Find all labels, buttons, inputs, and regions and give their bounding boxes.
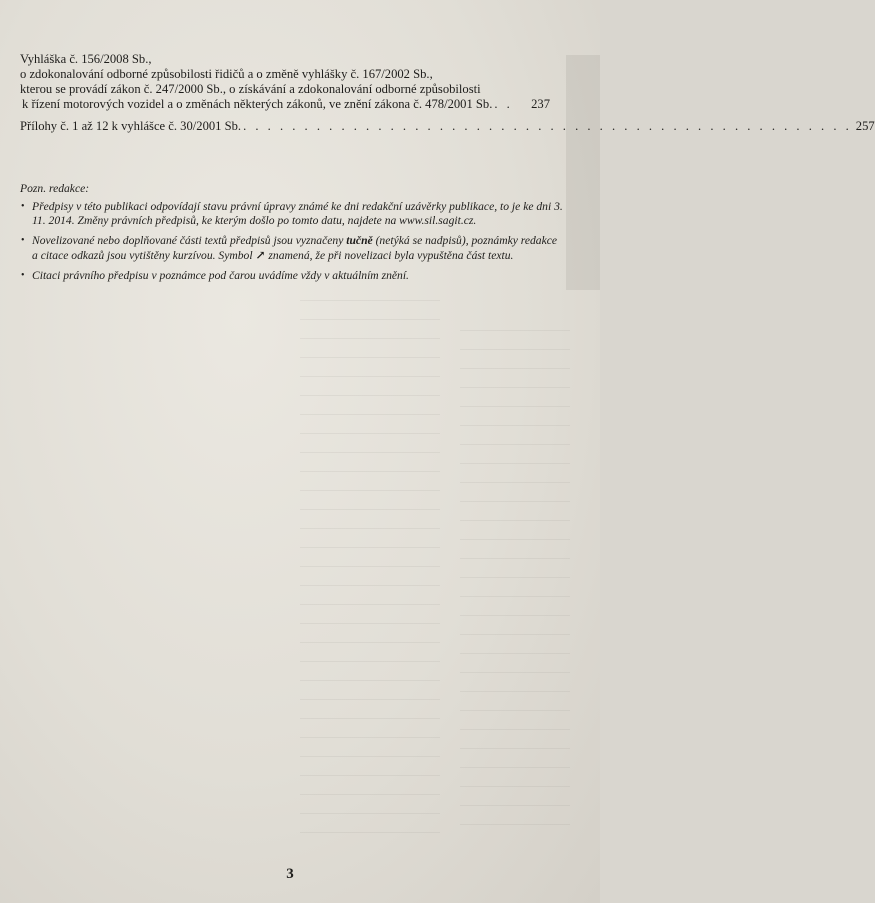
note-item — [20, 200, 565, 228]
note-bold-word: tučně — [346, 234, 373, 247]
toc-entry-text: Přílohy č. 1 až 12 k vyhlášce č. 30/2001 Sb. — [20, 119, 242, 133]
bleed-through-lines — [460, 330, 570, 830]
bullet-icon: • — [21, 201, 25, 212]
editorial-notes — [20, 182, 565, 289]
toc-entry-description: o zdokonalování odborné způsobilosti řidičů a o změně vyhlášky č. 167/2002 Sb., — [20, 67, 433, 81]
note-item — [20, 269, 565, 283]
page-edge-shadow — [566, 55, 600, 290]
table-of-contents — [20, 52, 875, 134]
toc-page-number: 237 — [531, 97, 550, 111]
dot-leader: . . — [494, 97, 513, 111]
toc-entry-vyhlaska-156-2008 — [20, 52, 550, 112]
note-item — [20, 234, 565, 263]
notes-title: Pozn. redakce: — [20, 182, 90, 195]
toc-entry-description: kterou se provádí zákon č. 247/2000 Sb., o získávání a zdokonalování odborné způsobilosti — [20, 82, 481, 96]
toc-entry-text: k řízení motorových vozidel a o změnách některých zákonů, ve znění zákona č. 478/2001 Sb. — [22, 97, 493, 111]
toc-entry-description-last — [20, 97, 550, 112]
dot-leader: . . . . . . . . . . . . . . . . . . . . . . . . . . . . . . . . . . . . . . . . . . . . . . . . . . — [243, 119, 852, 133]
toc-entry-prilohy — [20, 119, 875, 134]
bleed-through-lines — [300, 300, 440, 840]
page-number: 3 — [286, 866, 294, 882]
note-text: znamená, že při novelizaci byla vypuštěna část textu. — [265, 249, 514, 262]
note-text: Předpisy v této publikaci odpovídají stavu právní úpravy známé ke dni redakční uzávěrky publikace, to je ke dni 3. 11. 2014. Změny právních předpisů, ke kterým došlo po tomto datu, najdete na www.sil.sagit.cz. — [32, 200, 563, 227]
note-text: Novelizované nebo doplňované části textů předpisů jsou vyznačeny — [32, 234, 347, 247]
toc-entry-line — [20, 119, 875, 134]
note-text: Citaci právního předpisu v poznámce pod čarou uvádíme vždy v aktuálním znění. — [32, 269, 409, 282]
note-text: (netýká se nadpisů), poznámky redakce a citace odkazů jsou vytištěny kurzívou. Symbol — [32, 234, 558, 262]
toc-entry-title: Vyhláška č. 156/2008 Sb., — [20, 52, 152, 66]
toc-page-number: 257 — [855, 119, 875, 133]
deletion-arrow-icon: ↗ — [255, 248, 266, 262]
bullet-icon: • — [21, 270, 25, 281]
bullet-icon: • — [21, 235, 25, 246]
